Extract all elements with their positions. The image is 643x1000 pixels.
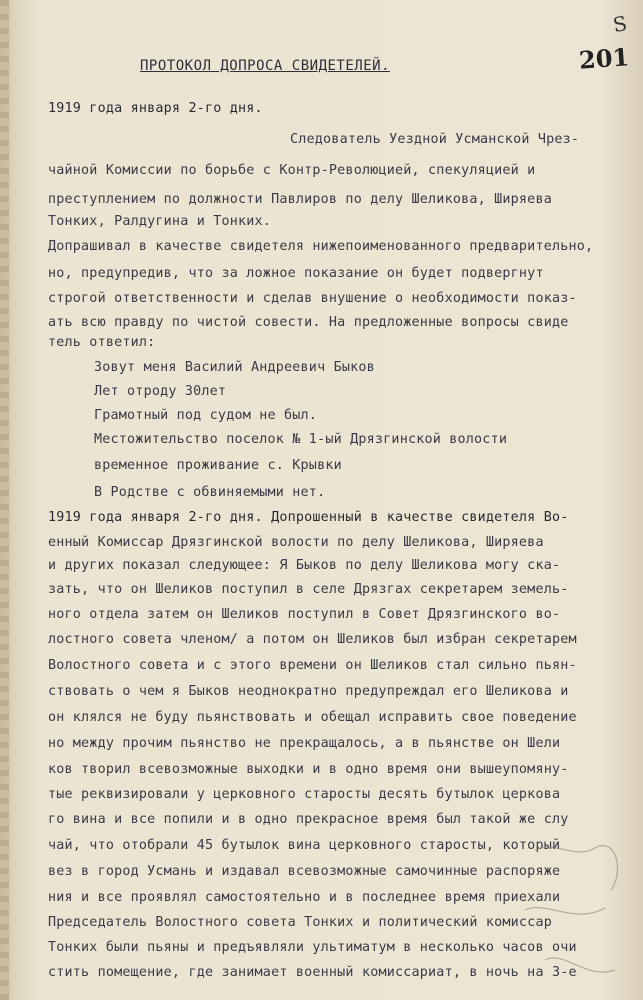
text-line: чай, что отобрали 45 бутылок вина церковного старосты, который	[48, 838, 561, 853]
text-line: тель ответил:	[48, 335, 156, 350]
text-line: но, предупредив, что за ложное показание он будет подвергнут	[48, 266, 544, 281]
corner-mark: S	[611, 10, 629, 38]
text-line: строгой ответственности и сделав внушение о необходимости показ-	[48, 291, 577, 306]
text-line: Тонких, Ралдугина и Тонких.	[48, 214, 272, 229]
text-line: стить помещение, где занимает военный комиссариат, в ночь на 3-е	[48, 965, 577, 980]
text-line: го вина и все попили и в одно прекрасное время был такой же слу	[48, 812, 569, 827]
text-line: вез в город Усмань и издавал всевозможные самочинные распоряже	[48, 864, 561, 879]
text-line: ствовать о чем я Быков неоднократно предупреждал его Шеликова и	[48, 684, 569, 699]
text-line: Следователь Уездной Усманской Чрез-	[290, 132, 580, 147]
text-line: тые реквизировали у церковного старосты десять бутылок церкова	[48, 787, 561, 802]
folio-number: 201	[577, 42, 630, 75]
text-line: ния и все проявлял самостоятельно и в последнее время приехали	[48, 890, 561, 905]
binding-edge	[0, 0, 9, 1000]
text-line: зать, что он Шеликов поступил в селе Дрязгах секретарем земель-	[48, 582, 569, 597]
answer-line: Зовут меня Василий Андреевич Быков	[94, 360, 375, 375]
text-line: Волостного совета и с этого времени он Шеликов стал сильно пьян-	[48, 658, 577, 673]
text-line: ного отдела затем он Шеликов поступил в Совет Дрязгинского во-	[48, 607, 561, 622]
answer-line: Грамотный под судом не был.	[94, 408, 318, 423]
text-line: ков творил всевозможные выходки и в одно время они вышеупомяну-	[48, 762, 569, 777]
text-line: и других показал следующее: Я Быков по делу Шеликова могу ска-	[48, 558, 561, 573]
answer-line: В Родстве с обвиняемыми нет.	[94, 485, 326, 500]
text-line: ать всю правду по чистой совести. На предложенные вопросы свиде	[48, 315, 569, 330]
text-line: Тонких были пьяны и предъявляли ультиматум в несколько часов очи	[48, 940, 577, 955]
text-line: Председатель Волостного совета Тонких и политический комиссар	[48, 915, 552, 930]
text-line: но между прочим пьянство не прекращалось, а в пьянстве он Шели	[48, 736, 561, 751]
text-line: 1919 года января 2-го дня. Допрошенный в качестве свидетеля Во-	[48, 510, 569, 525]
document-title: ПРОТОКОЛ ДОПРОСА СВИДЕТЕЛЕЙ.	[140, 58, 391, 74]
text-line: енный Комиссар Дрязгинской волости по делу Шеликова, Ширяева	[48, 535, 544, 550]
date-line: 1919 года января 2-го дня.	[48, 101, 263, 116]
answer-line: Местожительство поселок № 1-ый Дрязгинской волости	[94, 432, 508, 447]
answer-line: временное проживание с. Крывки	[94, 458, 342, 473]
pencil-scribble	[515, 830, 635, 1000]
answer-line: Лет отроду 30лет	[94, 384, 227, 399]
text-line: он клялся не буду пьянствовать и обещал исправить свое поведение	[48, 710, 577, 725]
text-line: преступлением по должности Павлиров по делу Шеликова, Ширяева	[48, 192, 552, 207]
text-line: лостного совета членом/ а потом он Шеликов был избран секретарем	[48, 632, 577, 647]
text-line: чайной Комиссии по борьбе с Контр-Революцией, спекуляцией и	[48, 163, 536, 178]
text-line: Допрашивал в качестве свидетеля нижепоименованного предварительно,	[48, 239, 594, 254]
